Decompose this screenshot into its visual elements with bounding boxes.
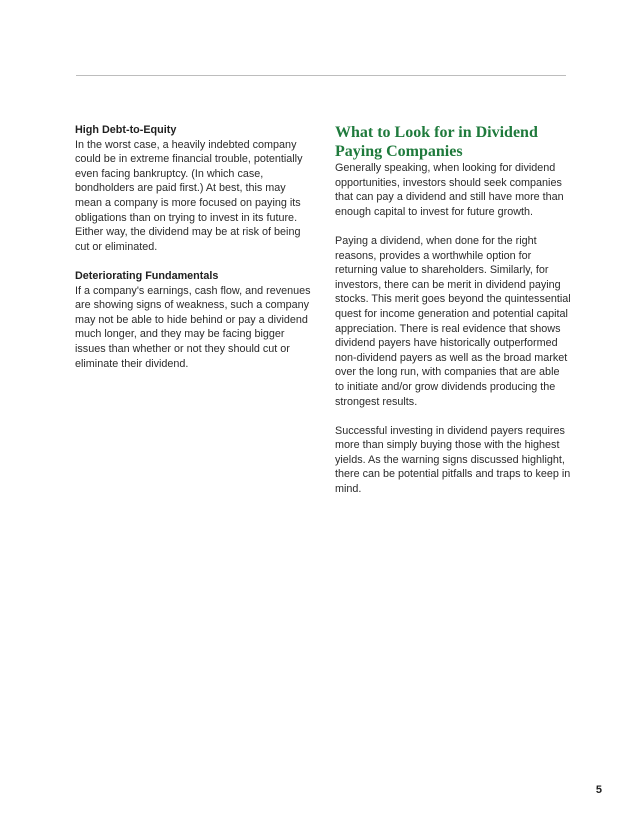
- section-title-what-to-look-for: What to Look for in Dividend Paying Companies: [335, 124, 538, 160]
- paragraph-generally-speaking: Generally speaking, when looking for dividend opportunities, investors should seek companies that can pay a dividend and still have more than enough capital to invest for future growth.: [335, 162, 564, 218]
- section-body-high-debt: In the worst case, a heavily indebted company could be in extreme financial trouble, potentially even facing bankruptcy. (In which case, bondholders are paid first.) At best, this may mean a company is more focused on paying its obligations than on trying to invest in its future. Either way, the dividend may be at risk of being cut or eliminated.: [75, 138, 303, 253]
- section-body-deteriorating-fundamentals: If a company's earnings, cash flow, and revenues are showing signs of weakness, such a company may not be able to hide behind or pay a dividend much longer, and they may be facing bigger issues than whether or not they should cut or eliminate their dividend.: [75, 284, 311, 370]
- section-heading-deteriorating-fundamentals: Deteriorating Fundamentals: [75, 269, 219, 282]
- right-column: [335, 123, 571, 497]
- header-divider: [76, 75, 566, 76]
- page-number: 5: [595, 784, 602, 796]
- left-column: [75, 123, 311, 371]
- paragraph-paying-a-dividend: Paying a dividend, when done for the right reasons, provides a worthwhile option for returning value to shareholders. Similarly, for investors, there can be merit in dividend paying stocks. This merit goes beyond the quintessential quest for income generation and potential capital appreciation. There is real evidence that shows dividend payers have historically outperformed non-dividend payers as well as the broad market over the long run, with companies that are able to initiate and/or grow dividends producing the strongest results.: [335, 234, 571, 408]
- paragraph-successful-investing: Successful investing in dividend payers requires more than simply buying those with the highest yields. As the warning signs discussed highlight, there can be potential pitfalls and traps to keep in mind.: [335, 424, 571, 496]
- section-heading-high-debt: High Debt-to-Equity: [75, 124, 177, 136]
